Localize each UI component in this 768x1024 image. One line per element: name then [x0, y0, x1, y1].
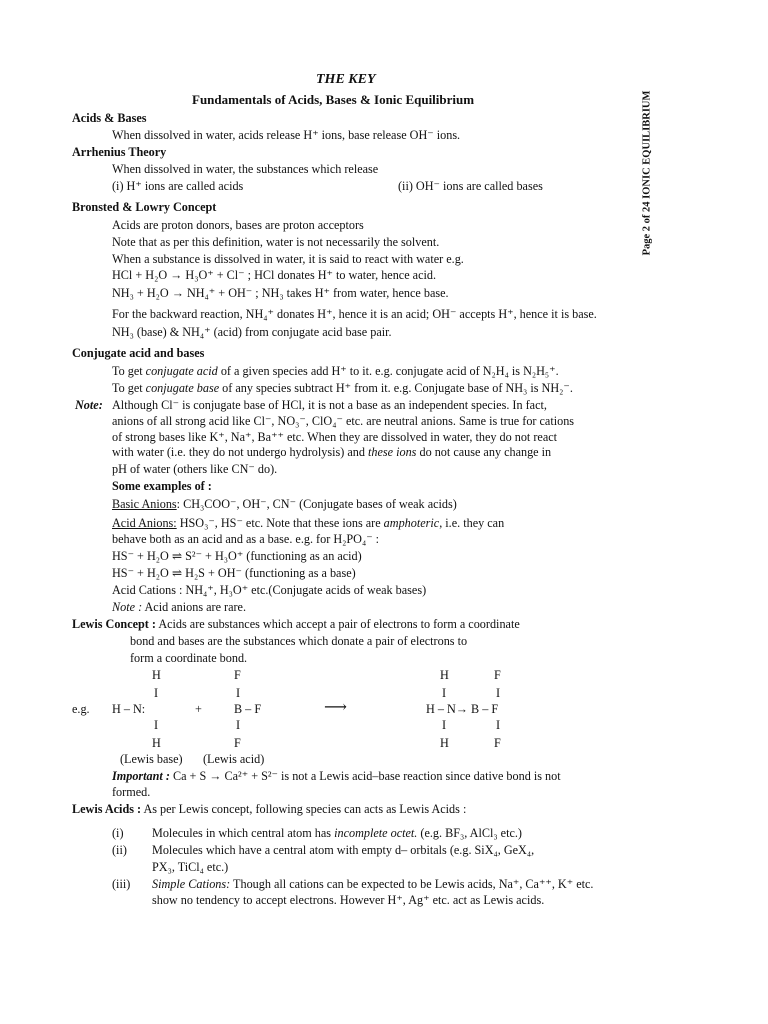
text-line: To get conjugate base of any species subtract H⁺ from it. e.g. Conjugate base of NH₃ is NH₂⁻.: [112, 381, 573, 395]
diagram-bond: I: [154, 718, 159, 732]
text-line: NH₃ (base) & NH₄⁺ (acid) from conjugate acid base pair.: [112, 325, 392, 339]
diagram-caption: (Lewis acid): [203, 752, 265, 766]
equation-line: HCl + H₂O → H₃O⁺ + Cl⁻ ; HCl donates H⁺ to water, hence acid.: [112, 268, 437, 282]
diagram-caption: (Lewis base): [120, 752, 183, 766]
text-line: When dissolved in water, the substances which release: [112, 162, 379, 176]
list-item: Simple Cations: Though all cations can be expected to be Lewis acids, Na⁺, Ca⁺⁺, K⁺ etc.: [152, 877, 594, 891]
side-page-label: Page 2 of 24 IONIC EQUILIBRIUM: [641, 90, 653, 256]
text-line: Note that as per this definition, water is not necessarily the solvent.: [112, 235, 440, 249]
text-line: Lewis Concept : Acids are substances which accept a pair of electrons to form a coordinate: [72, 617, 520, 631]
diagram-plus: +: [195, 702, 202, 716]
diagram-atom: H: [152, 736, 161, 750]
list-item: Molecules in which central atom has incomplete octet. (e.g. BF₃, AlCl₃ etc.): [152, 826, 522, 840]
text-line: Acids are proton donors, bases are proton acceptors: [112, 218, 364, 232]
text-line: When dissolved in water, acids release H⁺ ions, base release OH⁻ ions.: [112, 128, 461, 142]
diagram-atom: F: [494, 668, 501, 682]
text-line: form a coordinate bond.: [130, 651, 248, 665]
list-item: show no tendency to accept electrons. However H⁺, Ag⁺ etc. act as Lewis acids.: [152, 893, 545, 907]
text-line: Important : Ca + S → Ca²⁺ + S²⁻ is not a Lewis acid–base reaction since dative bond is not: [112, 769, 561, 783]
text-line: anions of all strong acid like Cl⁻, NO₃⁻, ClO₄⁻ etc. are neutral anions. Same is true for cations: [112, 414, 575, 428]
diagram-bond: I: [442, 718, 447, 732]
list-item: PX₃, TiCl₄ etc.): [152, 860, 229, 874]
equation-line: NH₃ + H₂O → NH₄⁺ + OH⁻ ; NH₃ takes H⁺ from water, hence base.: [112, 286, 449, 300]
diagram-atom: F: [494, 736, 501, 750]
list-number: (iii): [112, 877, 131, 891]
arrhenius-item-ii: (ii) OH⁻ ions are called bases: [398, 179, 543, 193]
diagram-lhs: H – N:: [112, 702, 146, 716]
list-number: (i): [112, 826, 124, 840]
diagram-atom: F: [234, 736, 241, 750]
text-line: Acid Anions: HSO₃⁻, HS⁻ etc. Note that these ions are amphoteric, i.e. they can: [112, 516, 505, 530]
note-label: Note:: [75, 398, 103, 412]
diagram-atom: H: [152, 668, 161, 682]
text-line: Although Cl⁻ is conjugate base of HCl, it is not a base as an independent species. In fact,: [112, 398, 547, 412]
diagram-bond: I: [236, 718, 241, 732]
diagram-atom: H: [440, 668, 449, 682]
text-line: with water (i.e. they do not undergo hydrolysis) and these ions do not cause any change in: [112, 445, 552, 459]
doc-subtitle: Fundamentals of Acids, Bases & Ionic Equilibrium: [192, 92, 475, 107]
diagram-rhs: H – N→ B – F: [426, 702, 499, 716]
diagram-atom: F: [234, 668, 241, 682]
text-line: When a substance is dissolved in water, it is said to react with water e.g.: [112, 252, 464, 266]
text-line: Acid Cations : NH₄⁺, H₃O⁺ etc.(Conjugate acids of weak bases): [112, 583, 427, 597]
doc-title: THE KEY: [316, 72, 376, 87]
equation-line: HS⁻ + H₂O ⇌ S²⁻ + H₃O⁺ (functioning as an acid): [112, 549, 362, 563]
text-line: formed.: [112, 785, 151, 799]
text-line: Basic Anions: CH₃COO⁻, OH⁻, CN⁻ (Conjugate bases of weak acids): [112, 497, 457, 511]
text-line: To get conjugate acid of a given species add H⁺ to it. e.g. conjugate acid of N₂H₄ is N₂H₅⁺.: [112, 364, 559, 378]
arrhenius-item-i: (i) H⁺ ions are called acids: [112, 179, 244, 193]
text-line: behave both as an acid and as a base. e.g. for H₂PO₄⁻ :: [112, 532, 380, 546]
text-line: bond and bases are the substances which donate a pair of electrons to: [130, 634, 468, 648]
heading-examples: Some examples of :: [112, 479, 212, 493]
text-line: Lewis Acids : As per Lewis concept, following species can acts as Lewis Acids :: [72, 802, 467, 816]
equation-line: HS⁻ + H₂O ⇌ H₂S + OH⁻ (functioning as a base): [112, 566, 356, 580]
diagram-arrow: ⟶: [324, 699, 347, 716]
list-number: (ii): [112, 843, 127, 857]
text-line: of strong bases like K⁺, Na⁺, Ba⁺⁺ etc. When they are dissolved in water, they do not react: [112, 430, 558, 444]
diagram-bf: B – F: [234, 702, 262, 716]
heading-arrhenius: Arrhenius Theory: [72, 145, 167, 159]
diagram-bond: I: [236, 686, 241, 700]
list-item: Molecules which have a central atom with empty d– orbitals (e.g. SiX₄, GeX₄,: [152, 843, 535, 857]
diagram-atom: H: [440, 736, 449, 750]
diagram-bond: I: [442, 686, 447, 700]
text-line: Note : Acid anions are rare.: [112, 600, 247, 614]
diagram-bond: I: [496, 718, 501, 732]
text-line: pH of water (others like CN⁻ do).: [112, 462, 278, 476]
heading-bronsted: Bronsted & Lowry Concept: [72, 200, 217, 214]
heading-conjugate: Conjugate acid and bases: [72, 346, 205, 360]
diagram-bond: I: [496, 686, 501, 700]
diagram-bond: I: [154, 686, 159, 700]
diagram-eg: e.g.: [72, 702, 90, 716]
text-line: For the backward reaction, NH₄⁺ donates H⁺, hence it is an acid; OH⁻ accepts H⁺, hence it is base.: [112, 307, 597, 321]
heading-acids-bases: Acids & Bases: [72, 111, 147, 125]
